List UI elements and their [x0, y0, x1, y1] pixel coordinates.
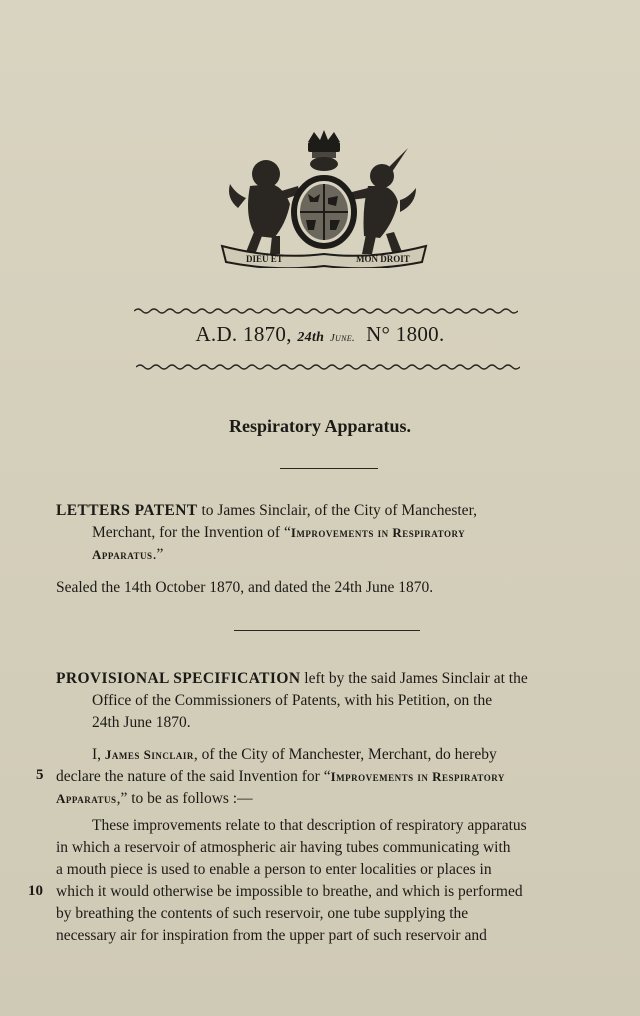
royal-coat-of-arms: [216, 128, 432, 268]
body-line: necessary air for inspiration from the upper part of such reservoir and: [56, 927, 487, 944]
patent-header: [0, 322, 640, 347]
motto-right-text: MON DROIT: [356, 254, 410, 264]
line-number-5: 5: [36, 767, 44, 783]
provisional-paragraph: [56, 668, 596, 734]
declaration-title-part1: Improvements in Respiratory: [330, 769, 505, 784]
top-ornamental-rule: [134, 306, 518, 316]
letters-patent-line1: to James Sinclair, of the City of Manchester,: [197, 502, 477, 519]
document-title: Respiratory Apparatus.: [228, 416, 411, 436]
patent-number: N° 1800.: [366, 322, 445, 346]
inventor-name: James Sinclair: [104, 747, 194, 762]
declaration-line3-post: ,” to be as follows :—: [116, 790, 253, 807]
invention-title-part1: Improvements in Respiratory: [290, 525, 466, 540]
title-divider: [280, 468, 378, 469]
letters-patent-lead: LETTERS PATENT: [56, 502, 198, 519]
declaration-line1-pre: I,: [92, 746, 105, 763]
motto-left-text: DIEU ET: [246, 254, 283, 264]
letters-patent-line3-post: .”: [152, 546, 164, 563]
letters-patent-paragraph: [56, 500, 596, 566]
line-number-10: 10: [28, 883, 43, 899]
body-line: a mouth piece is used to enable a person to enter localities or places in: [56, 861, 492, 878]
day-text: 24th: [297, 330, 325, 345]
declaration-line2-pre: declare the nature of the said Invention for “: [56, 768, 331, 785]
body-line: by breathing the contents of such reservoir, one tube supplying the: [56, 905, 469, 922]
provisional-line1: left by the said James Sinclair at the: [300, 670, 528, 687]
bottom-ornamental-rule: [136, 362, 520, 372]
declaration-paragraph: [56, 744, 596, 810]
body-line: which it would otherwise be impossible to breathe, and which is performed: [56, 883, 523, 900]
provisional-lead: PROVISIONAL SPECIFICATION: [56, 670, 301, 687]
invention-title-part2: Apparatus: [92, 547, 153, 562]
section-divider: [234, 630, 420, 631]
body-paragraph: [56, 815, 596, 947]
provisional-line3: 24th June 1870.: [92, 714, 191, 731]
body-line: in which a reservoir of atmospheric air having tubes communicating with: [56, 839, 511, 856]
provisional-line2: Office of the Commissioners of Patents, with his Petition, on the: [92, 692, 493, 709]
declaration-line1-post: , of the City of Manchester, Merchant, do hereby: [193, 746, 497, 763]
letters-patent-line2: Merchant, for the Invention of “: [92, 524, 291, 541]
body-line: These improvements relate to that description of respiratory apparatus: [92, 817, 527, 834]
sealed-line: [56, 577, 596, 599]
year-text: A.D. 1870,: [195, 322, 292, 346]
month-text: June.: [329, 332, 355, 344]
sealed-text: Sealed the 14th October 1870, and dated the 24th June 1870.: [56, 579, 434, 596]
declaration-title-part2: Apparatus: [56, 791, 117, 806]
